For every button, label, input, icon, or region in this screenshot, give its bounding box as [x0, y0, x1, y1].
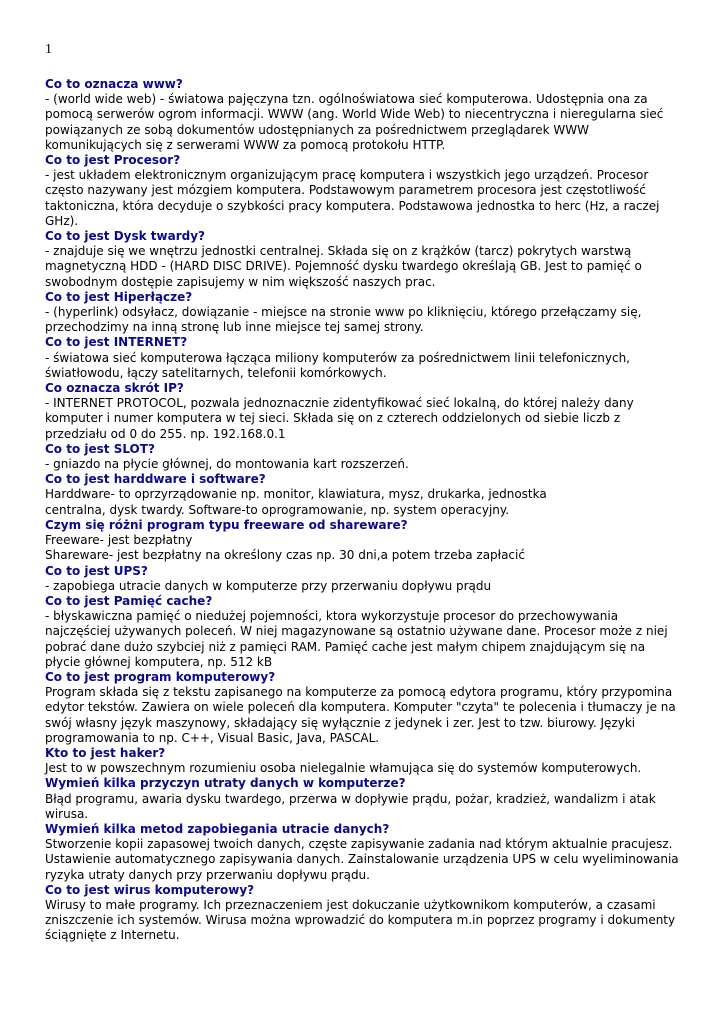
question-heading: Co to jest Pamięć cache?: [45, 593, 213, 608]
answer-text: - zapobiega utracie danych w komputerze przy przerwaniu dopływu prądu: [45, 578, 492, 593]
answer-text: Wirusy to małe programy. Ich przeznaczeniem jest dokuczanie użytkownikom komputerów, a czasami zniszczenie ich systemów. Wirusa można wprowadzić do komputera m.in poprzez programy i dokumenty ściągnięte z Internetu.: [45, 897, 676, 943]
page-number: 1: [45, 42, 52, 57]
qa-item: [45, 564, 680, 594]
answer-text: - INTERNET PROTOCOL, pozwala jednoznacznie zidentyfikować sieć lokalną, do której należy dany komputer i numer komputera w tej sieci. Składa się on z czterech oddzielonych od siebie liczb z przedziału od 0 do 255. np. 192.168.0.1: [45, 396, 634, 441]
question-heading: Co to jest SLOT?: [45, 441, 155, 456]
qa-item: [45, 77, 680, 153]
qa-content: [45, 77, 680, 944]
question-heading: Co to jest wirus komputerowy?: [45, 882, 255, 897]
question-heading: Co oznacza skrót IP?: [45, 381, 184, 396]
answer-text: Program składa się z tekstu zapisanego na komputerze za pomocą edytora programu, który przypomina edytor tekstów. Zawiera on wiele poleceń dla komputera. Komputer "czyta" te polecenia i tłumaczy je na swój własny język maszynowy, składający się wyłącznie z jedynek i zer. Jest to tzw. biurowy. Języki programowania to np. C++, Visual Basic, Java, PASCAL.: [45, 685, 676, 745]
qa-item: [45, 670, 680, 746]
question-heading: Co to jest program komputerowy?: [45, 669, 276, 684]
qa-item: [45, 472, 680, 518]
qa-item: [45, 335, 680, 381]
answer-text: - błyskawiczna pamięć o niedużej pojemności, ktora wykorzystuje procesor do przechowywania najczęściej używanych poleceń. W niej magazynowane są ostatnio używane dane. Procesor może z niej pobrać dane dużo szybciej niż z pamięci RAM. Pamięć cache jest małym chipem znajdującym się na płycie głównej komputera, np. 512 kB: [45, 609, 668, 669]
answer-text: Freeware- jest bezpłatny Shareware- jest bezpłatny na określony czas np. 30 dni,a potem trzeba zapłacić: [45, 533, 525, 563]
qa-item: [45, 776, 680, 822]
answer-text: - znajduje się we wnętrzu jednostki centralnej. Składa się on z krążków (tarcz) pokrytych warstwą magnetyczną HDD - (HARD DISC DRIVE). Pojemność dysku twardego określają GB. Jest to pamięć o swobodnym dostępie zapisujemy w nim większość naszych prac.: [45, 244, 642, 289]
qa-item: [45, 229, 680, 290]
question-heading: Co to jest Dysk twardy?: [45, 229, 205, 244]
answer-text: Harddware- to oprzyrządowanie np. monitor, klawiatura, mysz, drukarka, jednostka centralna, dysk twardy. Software-to oprogramowanie, np. system operacyjny.: [45, 487, 547, 517]
question-heading: Co to jest INTERNET?: [45, 335, 188, 350]
question-heading: Co to oznacza www?: [45, 77, 183, 91]
answer-text: Stworzenie kopii zapasowej twoich danych, częste zapisywanie zadania nad którym aktualnie pracujesz. Ustawienie automatycznego zapisywania danych. Zainstalowanie urządzenia UPS w celu wyeliminowania ryzyka utraty danych przy przerwaniu dopływu prądu.: [45, 837, 679, 882]
qa-item: [45, 822, 680, 883]
answer-text: Błąd programu, awaria dysku twardego, przerwa w dopływie prądu, pożar, kradzież, wandalizm i atak wirusa.: [45, 791, 656, 821]
qa-item: [45, 442, 680, 472]
qa-item: [45, 746, 680, 776]
answer-text: - jest układem elektronicznym organizującym pracę komputera i wszystkich jego urządzeń. Procesor często nazywany jest mózgiem komputera. Podstawowym parametrem procesora jest częstotliwość taktoniczna, która decyduje o szybkości pracy komputera. Podstawowa jednostka to herc (Hz, a raczej GHz).: [45, 168, 660, 228]
qa-item: [45, 290, 680, 336]
question-heading: Co to jest Procesor?: [45, 153, 181, 168]
question-heading: Czym się różni program typu freeware od shareware?: [45, 517, 408, 532]
answer-text: - (world wide web) - światowa pajęczyna tzn. ogólnoświatowa sieć komputerowa. Udostępnia ona za pomocą serwerów ogrom informacji. WWW (ang. World Wide Web) to niecentryczna i nieregularna sieć powiązanych ze sobą dokumentów udostępnianych za pośrednictwem przeglądarek WWW komunikujących się z serwerami WWW za pomocą protokołu HTTP.: [45, 92, 664, 152]
question-heading: Co to jest harddware i software?: [45, 472, 266, 487]
question-heading: Co to jest UPS?: [45, 563, 148, 578]
qa-item: [45, 883, 680, 944]
qa-item: [45, 381, 680, 442]
question-heading: Wymień kilka metod zapobiegania utracie danych?: [45, 821, 390, 836]
question-heading: Co to jest Hiperłącze?: [45, 289, 193, 304]
question-heading: Wymień kilka przyczyn utraty danych w komputerze?: [45, 776, 406, 791]
qa-item: [45, 594, 680, 670]
answer-text: - (hyperlink) odsyłacz, dowiązanie - miejsce na stronie www po kliknięciu, którego przełączamy się, przechodzimy na inną stronę lub inne miejsce tej samej strony.: [45, 305, 642, 335]
answer-text: Jest to w powszechnym rozumieniu osoba nielegalnie włamująca się do systemów komputerowych.: [45, 761, 642, 776]
answer-text: - gniazdo na płycie głównej, do montowania kart rozszerzeń.: [45, 457, 409, 472]
qa-item: [45, 518, 680, 564]
qa-item: [45, 153, 680, 229]
answer-text: - światowa sieć komputerowa łącząca miliony komputerów za pośrednictwem linii telefonicznych, światłowodu, łączy satelitarnych, telefonii komórkowych.: [45, 350, 630, 380]
question-heading: Kto to jest haker?: [45, 745, 166, 760]
